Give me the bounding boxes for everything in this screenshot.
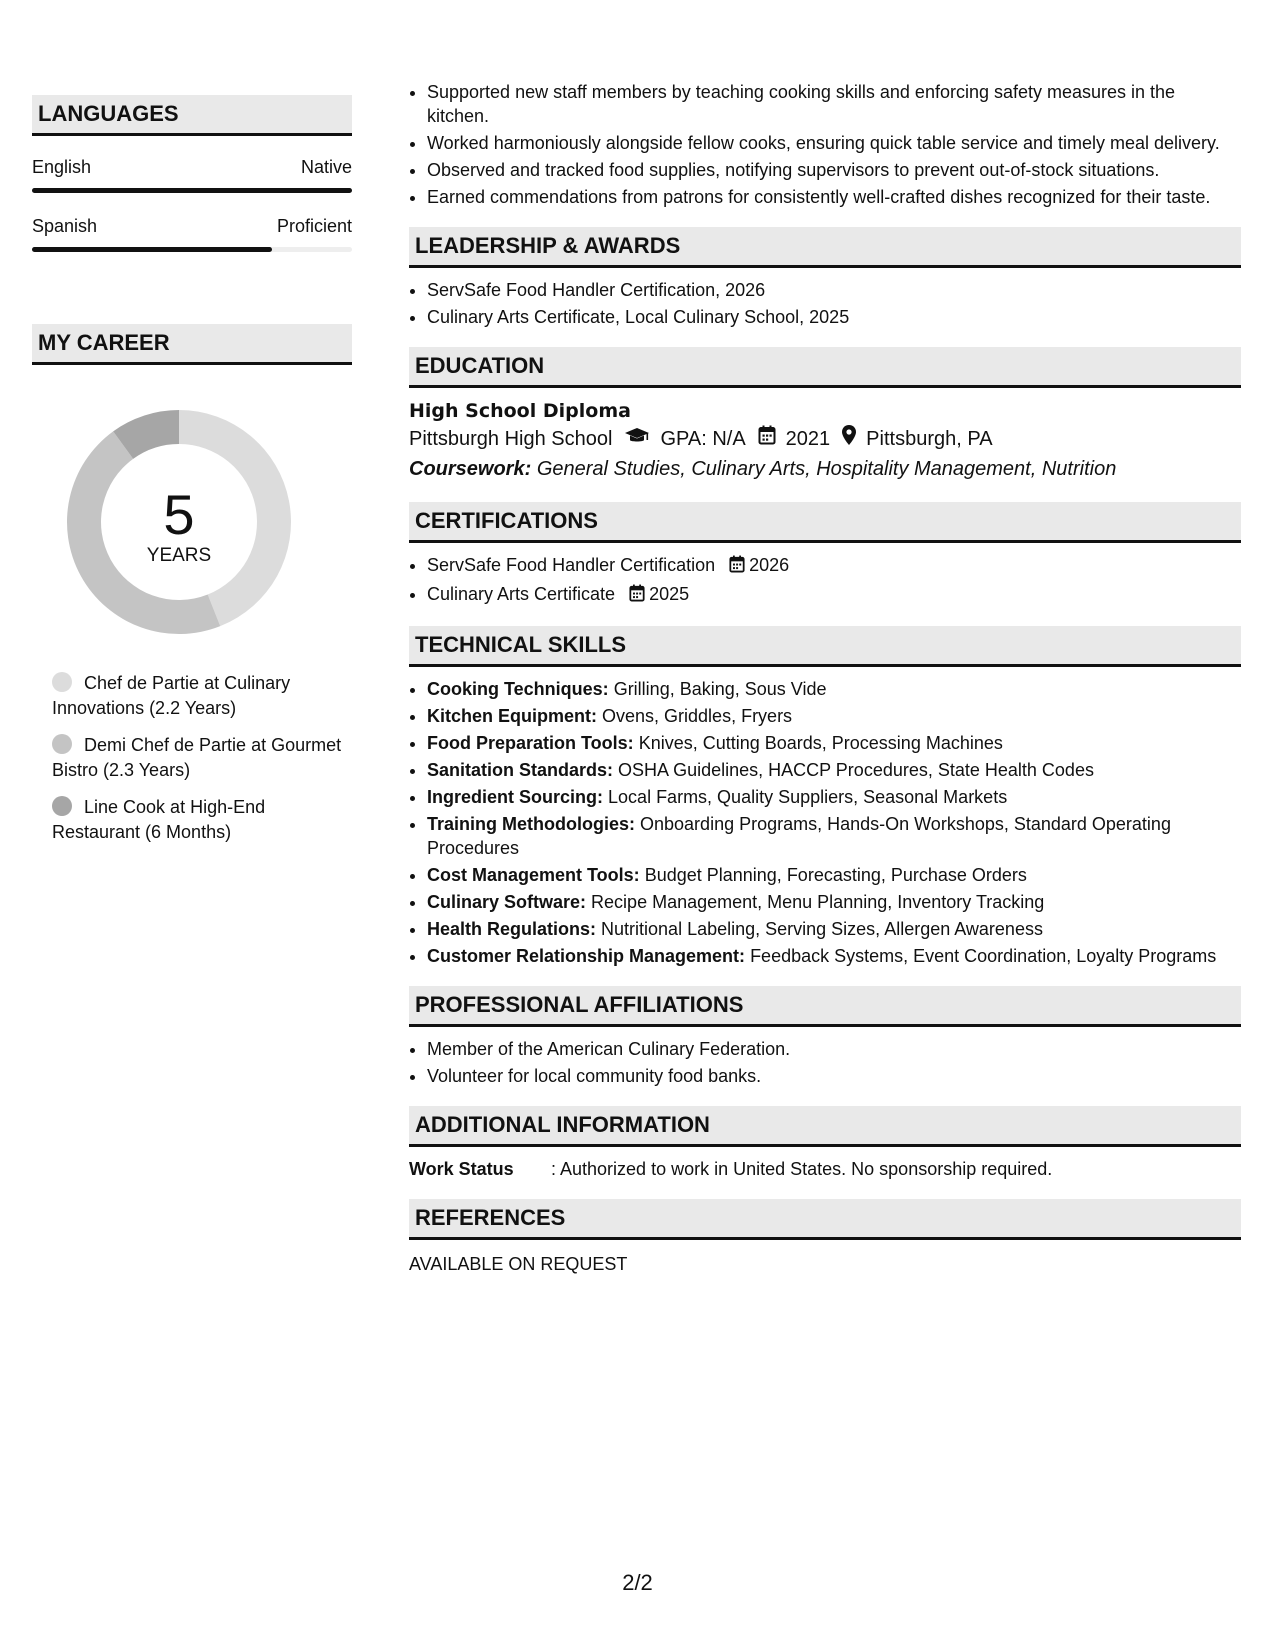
sidebar [32,95,352,857]
languages-heading: LANGUAGES [32,95,352,136]
skills-heading: TECHNICAL SKILLS [409,626,1241,667]
coursework [409,454,1241,484]
skill-item [427,785,1241,809]
skill-value: Onboarding Programs, Hands-On Workshops, Standard Operating Procedures [427,814,1171,858]
leadership-section [409,227,1241,329]
skill-value: Local Farms, Quality Suppliers, Seasonal Markets [608,787,1008,807]
leadership-item: • ServSafe Food Handler Certification, 2026 [427,278,1241,302]
affiliation-item: • Volunteer for local community food banks. [427,1064,1241,1088]
skill-item [427,704,1241,728]
legend-dot-icon [52,672,72,692]
experience-bullet: • Earned commendations from patrons for consistently well-crafted dishes recognized for their taste. [427,185,1241,209]
additional-section [409,1106,1241,1181]
experience-bullets [409,80,1241,209]
education-section [409,347,1241,484]
skill-item [427,677,1241,701]
main-content [409,80,1241,1276]
career-legend [32,671,352,845]
language-proficiency-bar [32,247,352,252]
language-name: Spanish [32,216,98,236]
coursework-label: Coursework: [409,458,532,480]
certification-year: 2026 [749,555,790,575]
skill-value: Nutritional Labeling, Serving Sizes, Allergen Awareness [601,919,1043,939]
career-heading: MY CAREER [32,324,352,365]
leadership-heading: LEADERSHIP & AWARDS [409,227,1241,268]
skill-item [427,917,1241,941]
calendar-icon [758,424,776,454]
language-name: English [32,157,92,177]
skill-label: Customer Relationship Management: [427,946,746,966]
graduation-year: 2021 [785,428,831,450]
skill-item [427,758,1241,782]
skill-value: Feedback Systems, Event Coordination, Loyalty Programs [750,946,1217,966]
page-number: 2/2 [622,1570,653,1595]
language-level: Proficient [276,216,352,236]
legend-dot-icon [52,796,72,816]
certifications-section [409,502,1241,608]
leadership-item: • Culinary Arts Certificate, Local Culinary School, 2025 [427,305,1241,329]
certification-name: Culinary Arts Certificate [427,584,616,604]
language-level: Native [300,157,352,177]
skill-value: Recipe Management, Menu Planning, Inventory Tracking [591,892,1045,912]
skill-label: Training Methodologies: [427,814,635,834]
career-legend-item [52,671,352,721]
experience-bullet: • Observed and tracked food supplies, notifying supervisors to prevent out-of-stock situations. [427,158,1241,182]
career-donut-chart [66,409,292,635]
career-years-unit: YEARS [146,545,212,566]
coursework-list: General Studies, Culinary Arts, Hospitality Management, Nutrition [536,458,1117,480]
skill-item [427,944,1241,968]
certification-year: 2025 [649,584,690,604]
language-item [32,215,352,252]
career-legend-label: Demi Chef de Partie at Gourmet Bistro (2.3 Years) [52,735,342,780]
language-item [32,156,352,193]
skill-label: Culinary Software: [427,892,587,912]
skill-item [427,890,1241,914]
affiliations-heading: PROFESSIONAL AFFILIATIONS [409,986,1241,1027]
skill-value: Ovens, Griddles, Fryers [602,706,793,726]
skill-label: Ingredient Sourcing: [427,787,604,807]
affiliation-item: • Member of the American Culinary Federation. [427,1037,1241,1061]
graduation-cap-icon [624,424,650,454]
skill-label: Health Regulations: [427,919,597,939]
education-details [409,424,1241,454]
school-location: Pittsburgh, PA [866,428,993,450]
certification-item [427,582,1241,608]
career-legend-item [52,795,352,845]
skill-value: Grilling, Baking, Sous Vide [613,679,827,699]
degree-title: High School Diploma [409,400,631,422]
skill-label: Food Preparation Tools: [427,733,634,753]
location-pin-icon [842,424,856,454]
legend-dot-icon [52,734,72,754]
work-status-label: Work Status [409,1159,514,1179]
work-status-value: : Authorized to work in United States. No sponsorship required. [551,1159,1053,1179]
skill-value: Knives, Cutting Boards, Processing Machines [638,733,1003,753]
skill-item [427,812,1241,860]
calendar-icon [629,584,645,608]
skill-label: Kitchen Equipment: [427,706,597,726]
skill-label: Sanitation Standards: [427,760,614,780]
career-total-years: 5 [163,483,195,546]
gpa: GPA: N/A [660,428,746,450]
language-proficiency-fill [32,247,272,252]
school-name: Pittsburgh High School [409,428,613,450]
career-legend-item [52,733,352,783]
affiliations-section [409,986,1241,1088]
career-legend-label: Chef de Partie at Culinary Innovations (2.2 Years) [52,673,291,718]
skill-value: Budget Planning, Forecasting, Purchase Orders [644,865,1027,885]
education-heading: EDUCATION [409,347,1241,388]
certifications-heading: CERTIFICATIONS [409,502,1241,543]
calendar-icon [729,555,745,579]
skill-item [427,863,1241,887]
language-proficiency-bar [32,188,352,193]
references-text: AVAILABLE ON REQUEST [409,1254,628,1274]
career-legend-label: Line Cook at High-End Restaurant (6 Months) [52,797,266,842]
experience-bullet: • Worked harmoniously alongside fellow cooks, ensuring quick table service and timely meal delivery. [427,131,1241,155]
references-heading: REFERENCES [409,1199,1241,1240]
skill-value: OSHA Guidelines, HACCP Procedures, State Health Codes [618,760,1094,780]
language-proficiency-fill [32,188,352,193]
skills-section [409,626,1241,968]
references-section [409,1199,1241,1276]
certification-item [427,553,1241,579]
skill-label: Cooking Techniques: [427,679,609,699]
additional-heading: ADDITIONAL INFORMATION [409,1106,1241,1147]
certification-name: ServSafe Food Handler Certification [427,555,716,575]
experience-bullet: • Supported new staff members by teaching cooking skills and enforcing safety measures in the kitchen. [427,80,1241,128]
skill-label: Cost Management Tools: [427,865,640,885]
skill-item [427,731,1241,755]
